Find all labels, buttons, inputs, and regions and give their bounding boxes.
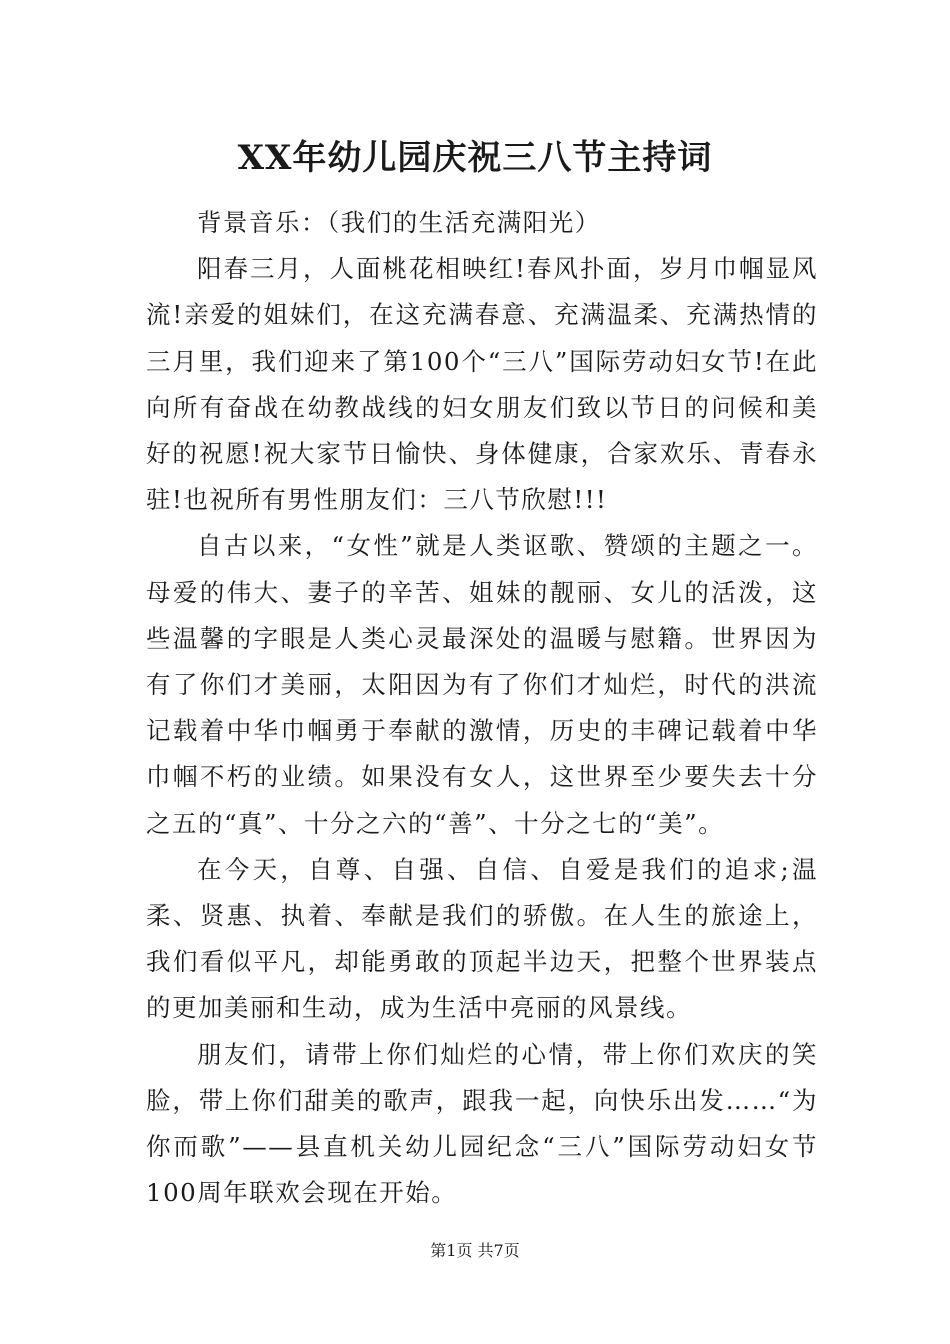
paragraph-women-praise: 自古以来，“女性”就是人类讴歌、赞颂的主题之一。母爱的伟大、妻子的辛苦、姐妹的靓丽、女儿的活泼，这些温馨的字眼是人类心灵最深处的温暖与慰籍。世界因为有了你们才美丽，太阳因为有了你们才灿烂，时代的洪流记载着中华巾帼勇于奉献的激情，历史的丰碑记载着中华巾帼不朽的业绩。如果没有女人，这世界至少要失去十分之五的“真”、十分之六的“善”、十分之七的“美”。 <box>146 531 818 838</box>
document-title: XX年幼儿园庆祝三八节主持词 <box>237 138 713 178</box>
paragraph-closing: 朋友们，请带上你们灿烂的心情，带上你们欢庆的笑脸，带上你们甜美的歌声，跟我一起，向快乐出发……“为你而歌”——县直机关幼儿园纪念“三八”国际劳动妇女节100周年联欢会现在开始。 <box>146 1039 818 1208</box>
paragraph-today: 在今天，自尊、自强、自信、自爱是我们的追求;温柔、贤惠、执着、奉献是我们的骄傲。在人生的旅途上，我们看似平凡，却能勇敢的顶起半边天，把整个世界装点的更加美丽和生动，成为生活中亮丽的风景线。 <box>146 854 818 1023</box>
paragraph-opening: 阳春三月，人面桃花相映红!春风扑面，岁月巾帼显风流!亲爱的姐妹们，在这充满春意、充满温柔、充满热情的三月里，我们迎来了第100个“三八”国际劳动妇女节!在此向所有奋战在幼教战线的妇女朋友们致以节日的问候和美好的祝愿!祝大家节日愉快、身体健康，合家欢乐、青春永驻!也祝所有男性朋友们：三八节欣慰!!! <box>146 254 818 515</box>
page-footer: 第1页 共7页 <box>430 1241 520 1260</box>
document-body <box>146 200 818 1216</box>
paragraph-background-music: 背景音乐：（我们的生活充满阳光） <box>197 208 601 237</box>
